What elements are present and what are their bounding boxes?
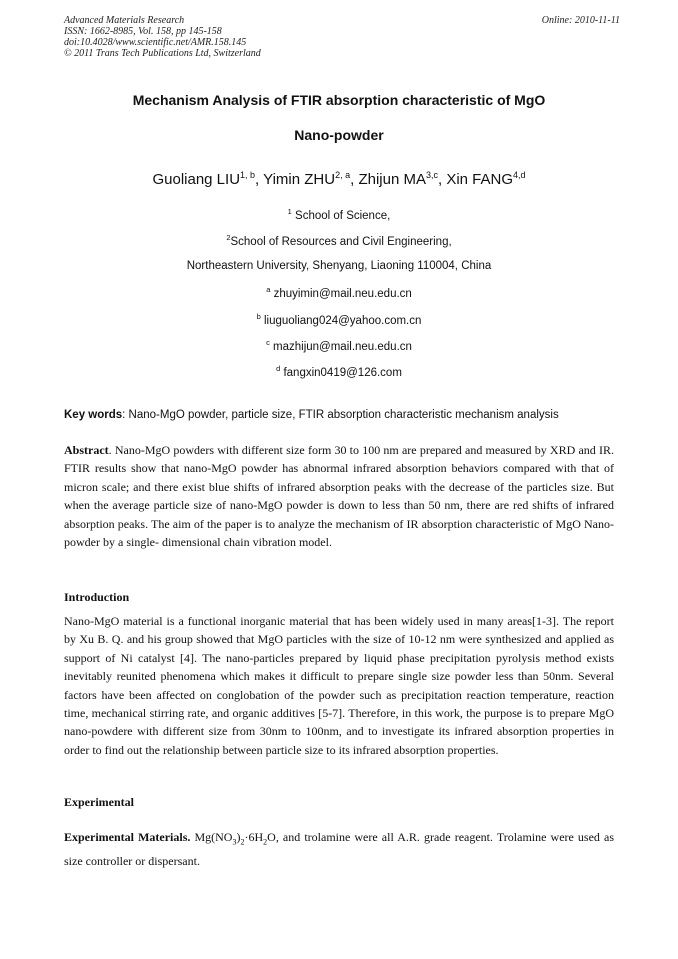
keywords-label: Key words	[64, 409, 123, 421]
email-text: liuguoliang024@yahoo.com.cn	[263, 314, 422, 327]
affiliation-mark: 1	[287, 207, 292, 216]
journal-header	[64, 15, 620, 59]
issn-line: ISSN: 1662-8985, Vol. 158, pp 145-158	[64, 26, 222, 37]
email-mark: a	[266, 285, 271, 294]
author-name: Zhijun MA	[358, 171, 426, 188]
paper-title-line2: Nano-powder	[294, 127, 384, 143]
email-a	[64, 285, 614, 300]
author-name: Guoliang LIU	[152, 171, 241, 188]
materials-text: , and trolamine were all A.R. grade reagent. Trolamine were used as size controller or dispersant.	[64, 830, 614, 868]
email-d	[64, 364, 614, 379]
introduction-heading: Introduction	[64, 590, 130, 604]
affiliation-mark: 2	[226, 233, 231, 242]
experimental-heading: Experimental	[64, 795, 134, 809]
affiliation-text: School of Resources and Civil Engineering,	[230, 235, 452, 248]
copyright-line: © 2011 Trans Tech Publications Ltd, Switzerland	[64, 48, 261, 59]
affiliation-2	[64, 233, 614, 248]
author-affiliation-mark: 4,d	[513, 170, 526, 180]
email-c	[64, 338, 614, 353]
email-mark: c	[266, 338, 270, 347]
keywords-text: : Nano-MgO powder, particle size, FTIR absorption characteristic mechanism analysis	[122, 409, 559, 421]
affiliation-1	[64, 207, 614, 222]
author-name: Yimin ZHU	[263, 171, 336, 188]
paper-title-line1: Mechanism Analysis of FTIR absorption characteristic of MgO	[132, 92, 546, 108]
affiliation-text: School of Science,	[295, 209, 391, 222]
affiliation-text: Northeastern University, Shenyang, Liaoning 110004, China	[186, 260, 492, 272]
author-affiliation-mark: 2, a	[335, 170, 351, 180]
online-date: Online: 2010-11-11	[541, 15, 620, 26]
affiliation-university	[64, 260, 614, 272]
email-b	[64, 312, 614, 327]
author-affiliation-mark: 3,c	[425, 170, 438, 180]
email-mark: b	[256, 312, 261, 321]
abstract-text: . Nano-MgO powders with different size form 30 to 100 nm are prepared and measured by XRD and IR. FTIR results show that nano-MgO powder has abnormal infrared absorption behaviors compared with that of micron scale; and there exist blue shifts of infrared absorption peaks with the decrease of the particles size. But when the average particle size of nano-MgO powder is down to less than 50 nm, there are red shifts of infrared absorption peaks. The aim of the paper is to analyze the mechanism of IR absorption characteristic of MgO Nano-powder by a single- dimensional chain vibration model.	[64, 443, 614, 550]
introduction-paragraph: Nano-MgO material is a functional inorganic material that has been widely used in many areas[1-3]. The report by Xu B. Q. and his group showed that MgO particles with the size of 10-12 nm were synthesized and applied as support of Ni catalyst [4]. The nano-particles prepared by liquid phase precipitation pyrolysis method exists inevitably reunited phenomena which makes it difficult to prepare single size powder less than 50nm. Several factors have been affected on conglobation of the powder such as precipitation reaction temperature, reaction time, mechanical stirring rate, and organic additives [5-7]. Therefore, in this work, the purpose is to prepare MgO nano-powdere with different size from 30nm to 100nm, and to investigate its infrared absorption properties in order to find out the relationship between particle size to its infrared absorption properties.	[64, 614, 614, 757]
abstract-paragraph	[64, 441, 614, 551]
author-separator: ,	[437, 171, 447, 188]
abstract-label: Abstract	[64, 443, 109, 457]
author-separator: ,	[350, 171, 359, 188]
email-text: zhuyimin@mail.neu.edu.cn	[273, 287, 412, 300]
author-separator: ,	[255, 171, 264, 188]
journal-name: Advanced Materials Research	[64, 15, 185, 26]
email-text: fangxin0419@126.com	[283, 366, 402, 379]
materials-label: Experimental Materials.	[64, 830, 191, 844]
email-text: mazhijun@mail.neu.edu.cn	[273, 340, 412, 353]
author-name: Xin FANG	[446, 171, 514, 188]
author-affiliation-mark: 1, b	[240, 170, 256, 180]
email-mark: d	[276, 364, 281, 373]
author-list	[64, 170, 614, 188]
doi-line: doi:10.4028/www.scientific.net/AMR.158.145	[64, 37, 247, 48]
formula: $Mg(NO_3)_2\cdot 6H_2O$	[190, 830, 276, 847]
keywords	[64, 409, 620, 421]
experimental-materials-paragraph	[64, 828, 614, 870]
